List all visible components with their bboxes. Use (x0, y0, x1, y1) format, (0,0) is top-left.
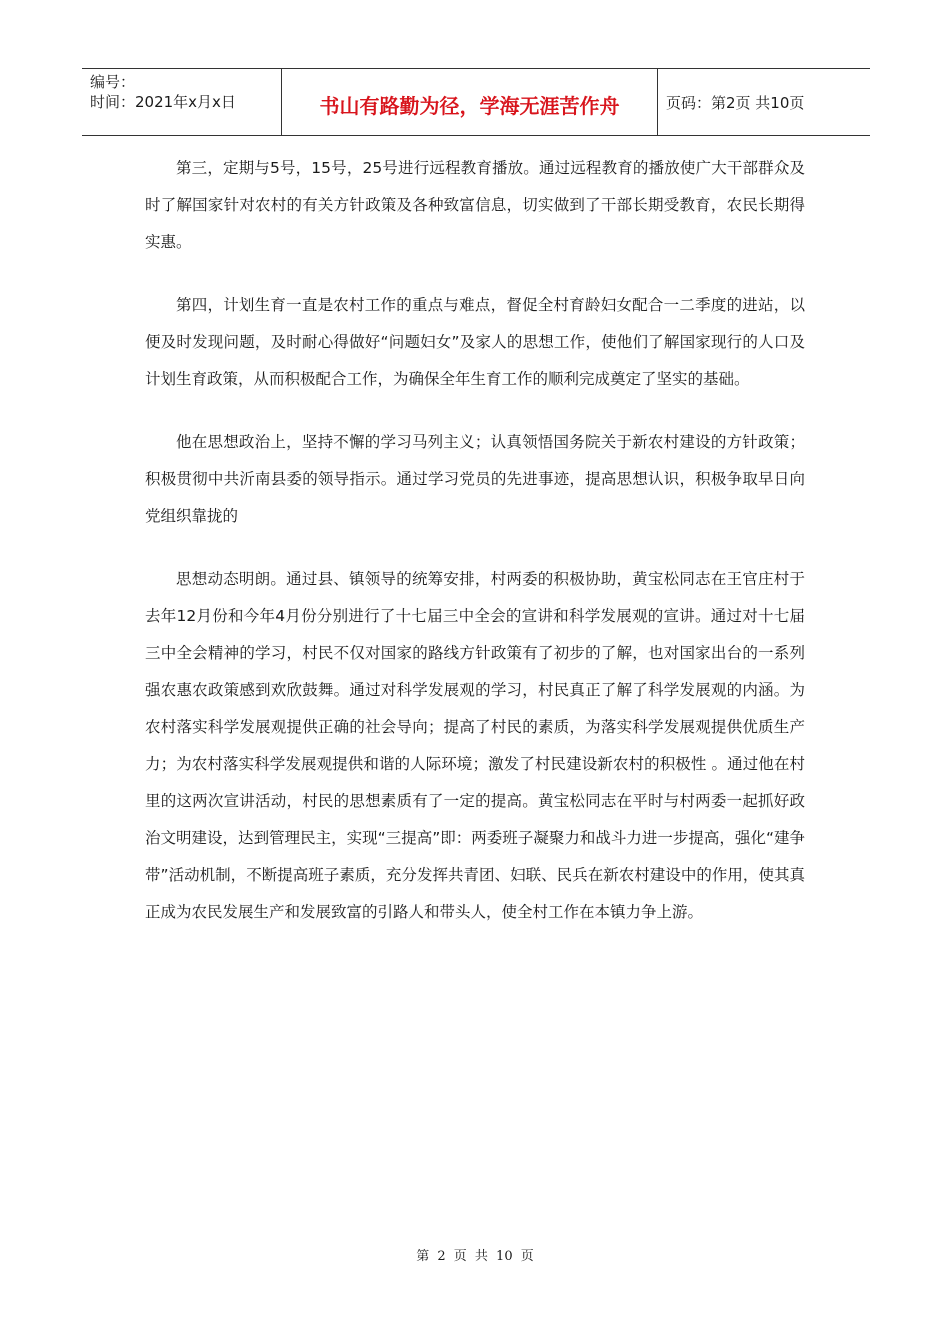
paragraph: 第三，定期与5号，15号，25号进行远程教育播放。通过远程教育的播放使广大干部群众及时了解国家针对农村的有关方针政策及各种致富信息，切实做到了干部长期受教育，农民长期得实惠。 (145, 159, 805, 251)
paragraph: 思想动态明朗。通过县、镇领导的统筹安排，村两委的积极协助，黄宝松同志在王官庄村于去年12月份和今年4月份分别进行了十七届三中全会的宣讲和科学发展观的宣讲。通过对十七届三中全会精神的学习，村民不仅对国家的路线方针政策有了初步的了解，也对国家出台的一系列强农惠农政策感到欢欣鼓舞。通过对科学发展观的学习，村民真正了解了科学发展观的内涵。为农村落实科学发展观提供正确的社会导向；提高了村民的素质，为落实科学发展观提供优质生产力；为农村落实科学发展观提供和谐的人际环境；激发了村民建设新农村的积极性 。通过他在村里的这两次宣讲活动，村民的思想素质有了一定的提高。黄宝松同志在平时与村两委一起抓好政治文明建设，达到管理民主，实现“三提高”即：两委班子凝聚力和战斗力进一步提高，强化“建争带”活动机制，不断提高班子素质，充分发挥共青团、妇联、民兵在新农村建设中的作用，使其真正成为农民发展生产和发展致富的引路人和带头人，使全村工作在本镇力争上游。 (145, 570, 805, 921)
paragraph: 他在思想政治上，坚持不懈的学习马列主义；认真领悟国务院关于新农村建设的方针政策；积极贯彻中共沂南县委的领导指示。通过学习党员的先进事迹，提高思想认识，积极争取早日向党组织靠拢的 (145, 433, 805, 525)
header-meta-cell (82, 69, 282, 135)
document-body (145, 150, 805, 957)
page-footer: 第 2 页 共 10 页 (416, 1249, 534, 1264)
header-motto: 书山有路勤为径，学海无涯苦作舟 (319, 93, 620, 118)
paragraph: 第四，计划生育一直是农村工作的重点与难点，督促全村育龄妇女配合一二季度的进站，以便及时发现问题，及时耐心得做好“问题妇女”及家人的思想工作，使他们了解国家现行的人口及计划生育政策，从而积极配合工作，为确保全年生育工作的顺利完成奠定了坚实的基础。 (145, 296, 805, 388)
document-number-label: 编号： (90, 73, 136, 91)
header-page-info: 页码：第2页 共10页 (666, 93, 805, 112)
document-header (82, 68, 870, 136)
header-page-cell (658, 69, 870, 135)
header-motto-cell (282, 69, 658, 135)
document-date: 时间：2021年x月x日 (90, 93, 236, 111)
